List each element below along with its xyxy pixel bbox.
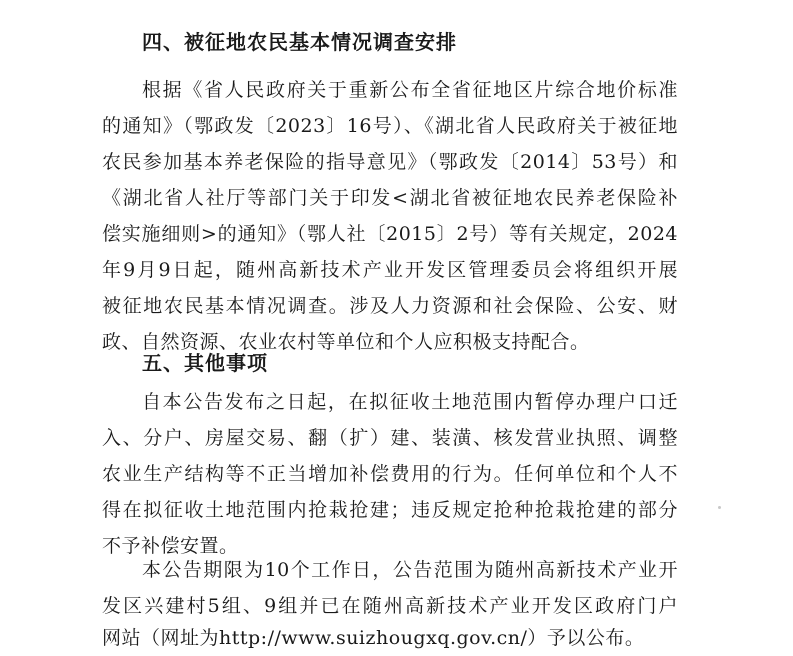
section-4-line: 的通知》（鄂政发〔2023〕16号）、《湖北省人民政府关于被征地: [102, 115, 678, 137]
section-5-paragraph-1-line: 自本公告发布之日起，在拟征收土地范围内暂停办理户口迁: [142, 391, 678, 413]
section-5-paragraph-1-line: 不予补偿安置。: [102, 535, 239, 557]
section-4-line: 根据《省人民政府关于重新公布全省征地区片综合地价标准: [142, 79, 678, 101]
section-5-paragraph-1-line: 入、分户、房屋交易、翻（扩）建、装潢、核发营业执照、调整: [102, 427, 678, 449]
section-4-line: 农民参加基本养老保险的指导意见》（鄂政发〔2014〕53号）和: [102, 151, 678, 173]
section-5-heading: 五、其他事项: [142, 351, 268, 375]
section-5-paragraph-2-line: 网站（网址为http://www.suizhougxq.gov.cn/）予以公布。: [102, 627, 645, 649]
scan-speck: [718, 506, 721, 509]
section-5-paragraph-1-line: 得在拟征收土地范围内抢栽抢建；违反规定抢种抢栽抢建的部分: [102, 499, 678, 521]
section-4-line: 政、自然资源、农业农村等单位和个人应积极支持配合。: [102, 331, 590, 353]
section-5-paragraph-2-line: 本公告期限为10个工作日，公告范围为随州高新技术产业开: [142, 559, 678, 581]
section-4-heading: 四、被征地农民基本情况调查安排: [142, 30, 457, 54]
section-5-paragraph-2-line: 发区兴建村5组、9组并已在随州高新技术产业开发区政府门户: [102, 595, 678, 617]
section-4-line: 偿实施细则>的通知》（鄂人社〔2015〕2号）等有关规定，2024: [102, 223, 678, 245]
section-4-line: 年9月9日起，随州高新技术产业开发区管理委员会将组织开展: [102, 259, 678, 281]
section-4-line: 被征地农民基本情况调查。涉及人力资源和社会保险、公安、财: [102, 295, 678, 317]
section-4-line: 《湖北省人社厅等部门关于印发<湖北省被征地农民养老保险补: [102, 187, 678, 209]
section-5-paragraph-1-line: 农业生产结构等不正当增加补偿费用的行为。任何单位和个人不: [102, 463, 678, 485]
